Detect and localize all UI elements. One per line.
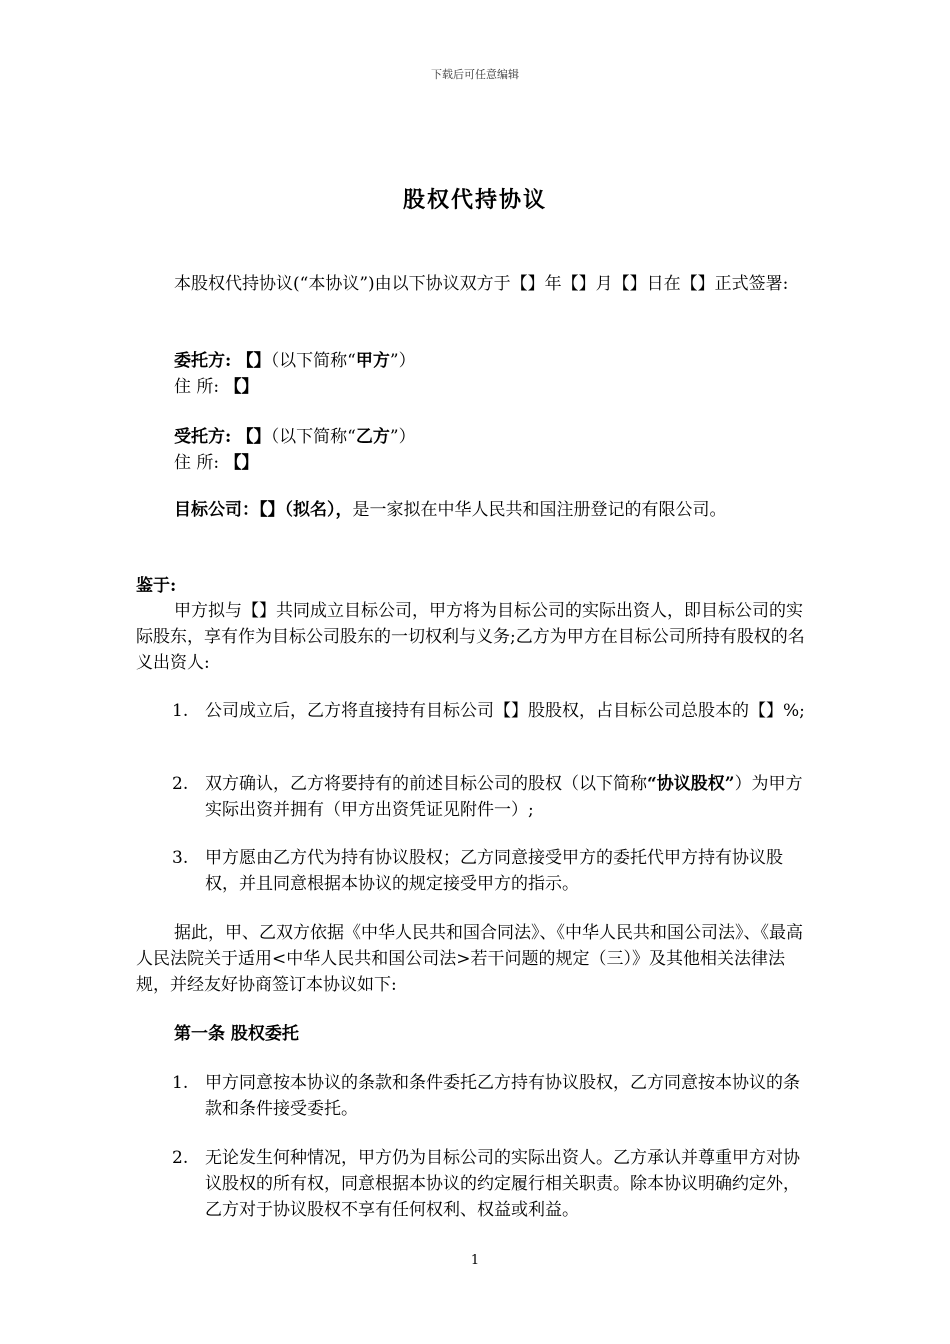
party-b-line — [174, 424, 416, 450]
party-a-address-label: 住 所: — [174, 377, 220, 397]
article-1-heading: 第一条 股权委托 — [174, 1024, 299, 1044]
list-item — [172, 1145, 808, 1223]
target-company-text: 是一家拟在中华人民共和国注册登记的有限公司。 — [352, 500, 727, 520]
list-item-text: 公司成立后，乙方将直接持有目标公司【】股股权，占目标公司总股本的【】%; — [205, 701, 805, 721]
intro-paragraph: 本股权代持协议(“本协议”)由以下协议双方于【】年【】月【】日在【】正式签署: — [174, 274, 789, 294]
party-b-name: 【】 — [236, 427, 271, 447]
party-a-label: 委托方: — [174, 351, 232, 371]
party-a-address: 【】 — [224, 377, 259, 397]
list-item-text: 无论发生何种情况，甲方仍为目标公司的实际出资人。乙方承认并尊重甲方对协议股权的所有权，同意根据本协议的约定履行相关职责。除本协议明确约定外，乙方对于协议股权不享有任何权利、权益或利益。 — [205, 1148, 800, 1220]
party-a-abbr-post: ”） — [389, 351, 416, 371]
list-item — [172, 845, 808, 897]
list-item-number: 3. — [172, 848, 189, 868]
party-b-address-label: 住 所: — [174, 453, 220, 473]
party-a-abbr: 甲方 — [355, 351, 390, 371]
list-item-text-pre: 双方确认，乙方将要持有的前述目标公司的股权（以下简称 — [205, 774, 647, 794]
list-item — [172, 1070, 808, 1122]
party-a-name: 【】 — [236, 351, 271, 371]
page-header-note: 下载后可任意编辑 — [431, 68, 519, 81]
target-company-label: 目标公司：【】（拟名）， — [174, 500, 353, 520]
party-b-address-line — [174, 450, 259, 476]
list-item-number: 2. — [172, 774, 189, 794]
page-number: 1 — [470, 1253, 480, 1268]
list-item-number: 1. — [172, 1073, 189, 1093]
party-a-address-line — [174, 374, 259, 400]
party-b-abbr-pre: （以下简称“ — [270, 427, 356, 447]
document-title: 股权代持协议 — [402, 187, 547, 213]
whereas-label: 鉴于: — [136, 576, 177, 596]
list-item-text — [205, 771, 808, 823]
party-b-abbr: 乙方 — [355, 427, 390, 447]
party-a-line — [174, 348, 416, 374]
list-item-number: 1. — [172, 701, 189, 721]
list-item-number: 2. — [172, 1148, 189, 1168]
list-item-text: 甲方愿由乙方代为持有协议股权；乙方同意接受甲方的委托代甲方持有协议股权，并且同意根据本协议的规定接受甲方的指示。 — [205, 848, 783, 894]
party-b-label: 受托方: — [174, 427, 232, 447]
target-company-paragraph — [136, 497, 808, 523]
party-a-abbr-pre: （以下简称“ — [270, 351, 356, 371]
list-item — [172, 698, 808, 724]
list-item-text-bold: “协议股权” — [647, 774, 735, 794]
party-b-abbr-post: ”） — [389, 427, 416, 447]
list-item — [172, 771, 808, 823]
whereas-paragraph: 甲方拟与【】共同成立目标公司，甲方将为目标公司的实际出资人，即目标公司的实际股东，享有作为目标公司股东的一切权利与义务;乙方为甲方在目标公司所持有股权的名义出资人: — [136, 601, 805, 673]
list-item-text-post: ）为甲方实际出资并拥有（甲方出资凭证见附件一）; — [205, 774, 803, 820]
party-b-address: 【】 — [224, 453, 259, 473]
list-item-text: 甲方同意按本协议的条款和条件委托乙方持有协议股权，乙方同意按本协议的条款和条件接受委托。 — [205, 1073, 800, 1119]
basis-paragraph: 据此，甲、乙双方依据《中华人民共和国合同法》、《中华人民共和国公司法》、《最高人民法院关于适用<中华人民共和国公司法>若干问题的规定（三）》及其他相关法律法规，并经友好协商签订本协议如下: — [136, 923, 803, 995]
